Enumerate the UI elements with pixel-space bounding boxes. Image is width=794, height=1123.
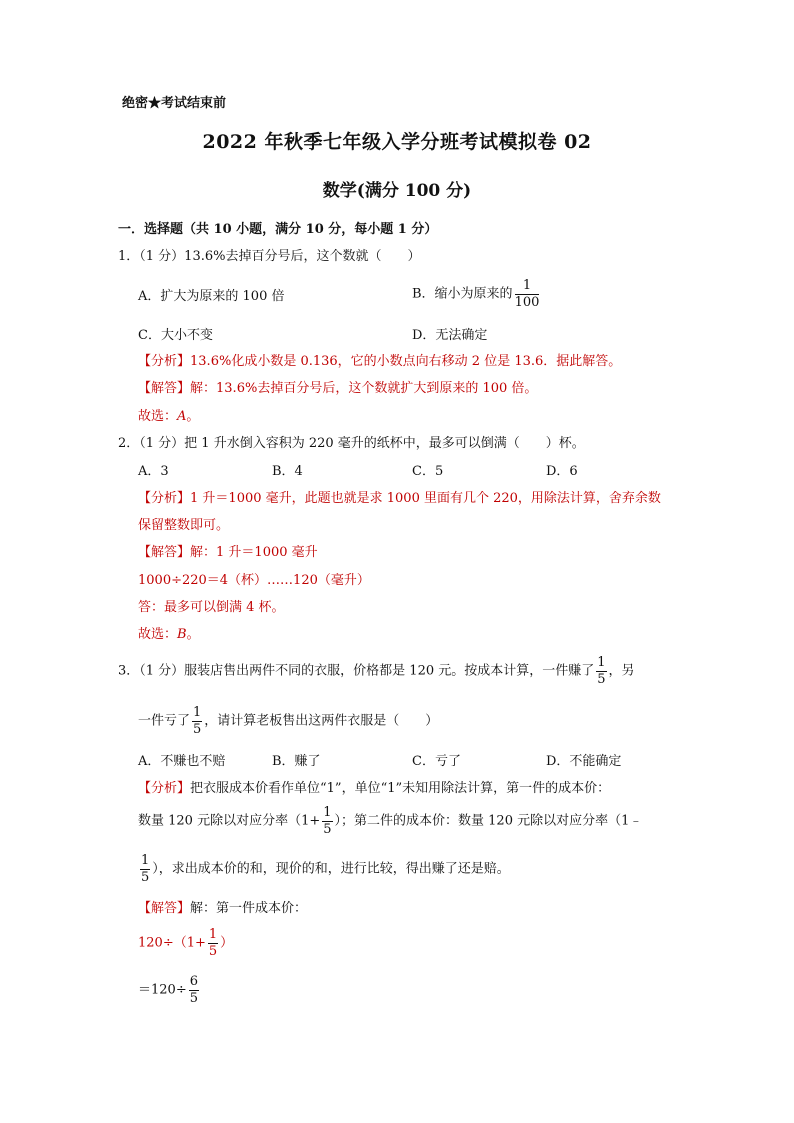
fraction-denominator: 5 [323,821,332,837]
analysis-text: 1 升＝1000 毫升，此题也就是求 1000 里面有几个 220，用除法计算，舍弃余数 [190,491,661,506]
fraction-denominator: 5 [193,721,202,737]
q3-analysis-line2 [138,806,642,836]
q1-solution [138,381,537,397]
q2-solution-line2: 1000÷220＝4（杯）……120（毫升） [138,573,370,588]
calc-text: 120÷（1+ [138,935,206,951]
analysis-tag: 【分析】 [138,781,191,796]
analysis-text: ）；第二件的成本价：数量 120 元除以对应分率（1﹣ [334,813,643,829]
q2-solution-line1 [138,545,318,561]
fraction-denominator: 100 [514,294,540,310]
q2-option-d: D．6 [546,464,578,479]
calc-text: ） [220,935,234,951]
q3-option-a: A．不赚也不赔 [138,754,226,769]
q3-stem-fraction [192,706,202,736]
fraction-numerator: 6 [189,974,198,989]
calc-text: ＝120÷ [138,982,187,998]
fraction-numerator: 1 [515,279,540,295]
fraction-numerator: 1 [141,853,150,868]
q1-stem: 1．（1 分）13.6%去掉百分号后，这个数就（ ） [118,249,421,264]
answer-prefix: 故选： [138,409,178,424]
analysis-text: ），求出成本价的和，现价的和，进行比较，得出赚了还是赔。 [152,861,510,877]
analysis-text: 数量 120 元除以对应分率（1+ [138,813,321,829]
q2-option-b: B．4 [272,464,303,479]
q1-option-d: D．无法确定 [412,328,488,343]
calc-fraction [208,928,218,958]
q3-solution-line1 [138,901,307,917]
analysis-text: 13.6%化成小数是 0.136，它的小数点向右移动 2 位是 13.6．据此解答。 [190,354,622,369]
fraction-denominator: 5 [208,943,218,959]
q3-option-d: D．不能确定 [546,754,622,769]
q3-stem-start: 一件亏了 [138,713,191,729]
q2-answer [138,627,200,643]
q1-option-a: A．扩大为原来的 100 倍 [138,289,285,304]
solution-text: 解：1 升＝1000 毫升 [190,545,318,560]
q3-stem-text: ，请计算老板售出这两件衣服是（ ） [204,713,439,729]
q3-stem-text: 3．（1 分）服装店售出两件不同的衣服，价格都是 120 元。按成本计算，一件赚了 [118,663,595,679]
solution-text: 解：第一件成本价： [190,901,308,916]
q1-answer [138,409,199,425]
fraction-denominator: 5 [141,869,150,885]
solution-tag: 【解答】 [138,545,191,560]
section-heading: 一．选择题（共 10 小题，满分 10 分，每小题 1 分） [118,222,438,237]
answer-choice: A [177,409,187,424]
solution-text: 解：13.6%去掉百分号后，这个数就扩大到原来的 100 倍。 [190,381,538,396]
q3-stem-end: ，另 [608,663,635,679]
page-subtitle: 数学(满分 100 分) [322,181,472,201]
solution-tag: 【解答】 [138,381,191,396]
analysis-fraction [140,854,150,884]
q2-solution-line3: 答：最多可以倒满 4 杯。 [138,600,285,615]
answer-suffix: 。 [186,627,200,642]
answer-prefix: 故选： [138,627,178,642]
analysis-fraction [322,806,332,836]
q3-option-b: B．赚了 [272,754,321,769]
q1-option-b [412,279,541,309]
q3-analysis-line3 [138,854,510,884]
q2-option-c: C．5 [412,464,444,479]
fraction-numerator: 1 [193,705,202,720]
fraction-numerator: 1 [323,805,332,820]
analysis-tag: 【分析】 [138,491,191,506]
q3-stem-line1 [118,656,635,686]
fraction-numerator: 1 [208,927,218,942]
confidential-label: 绝密★考试结束前 [122,96,227,111]
q3-stem-line2 [138,706,438,736]
q3-calc-line1 [138,928,233,958]
calc-fraction [189,975,199,1005]
q3-calc-line2 [138,975,201,1005]
solution-tag: 【解答】 [138,901,191,916]
q3-analysis-line1 [138,781,610,797]
fraction-denominator: 5 [189,990,198,1006]
q2-analysis-line2: 保留整数即可。 [138,518,230,533]
page-title: 2022 年秋季七年级入学分班考试模拟卷 02 [202,131,592,153]
answer-choice: B [177,627,187,642]
analysis-tag: 【分析】 [138,354,191,369]
fraction-denominator: 5 [597,671,606,687]
answer-suffix: 。 [186,409,200,424]
q3-option-c: C．亏了 [412,754,461,769]
q1-option-b-label: B．缩小为原来的 [412,286,513,302]
q3-stem-fraction [596,656,606,686]
q2-option-a: A．3 [138,464,169,479]
q2-stem: 2．（1 分）把 1 升水倒入容积为 220 毫升的纸杯中，最多可以倒满（ ）杯。 [118,436,585,451]
q1-analysis [138,354,621,370]
fraction-numerator: 1 [597,655,606,670]
q2-analysis-line1 [138,491,661,507]
analysis-text: 把衣服成本价看作单位“1”，单位“1”未知用除法计算，第一件的成本价： [190,781,611,796]
q1-option-b-fraction [515,279,540,309]
q1-option-c: C．大小不变 [138,328,213,343]
